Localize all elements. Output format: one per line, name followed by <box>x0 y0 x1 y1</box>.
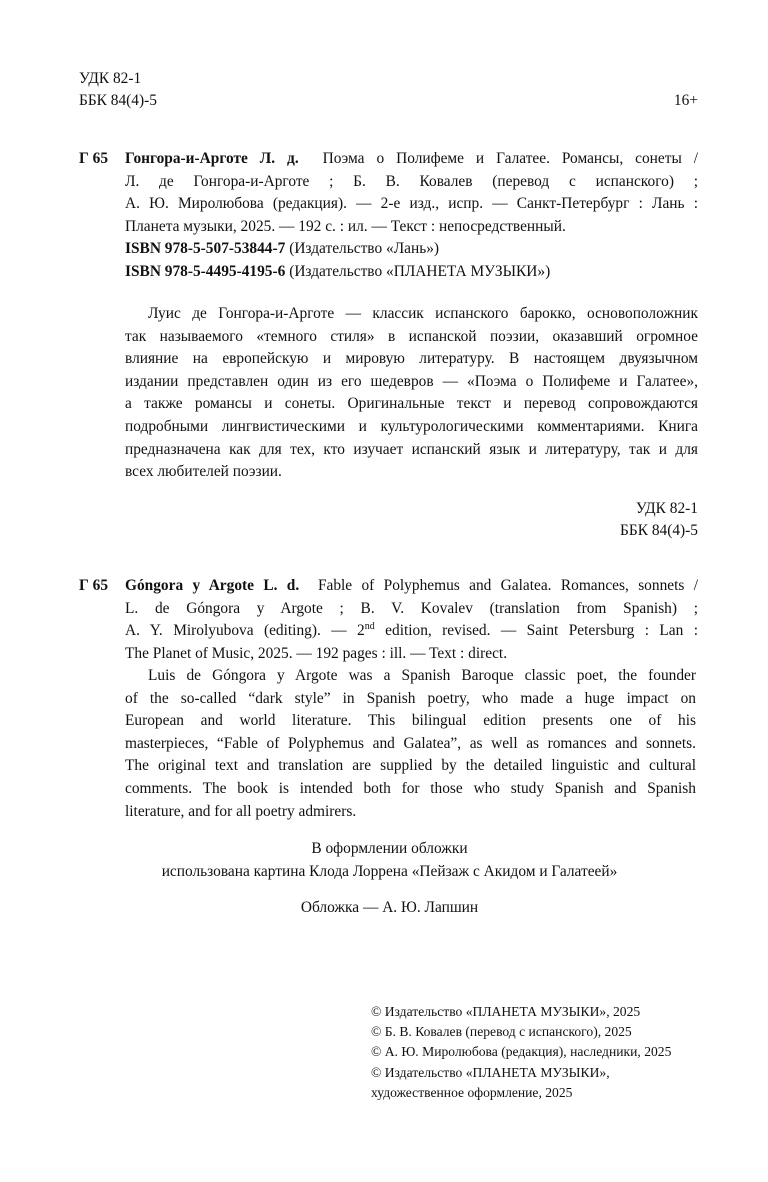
en-abstract-line-6: comments. The book is intended both for those who study Spanish and Spanish <box>125 779 696 797</box>
en-abstract <box>125 665 696 823</box>
ru-entry-code: Г 65 <box>79 150 109 167</box>
ru-abstract-line-7: предназначена как для тех, кто изучает испанский язык и литературу, так и для <box>125 440 698 458</box>
isbn-2-publisher: (Издательство «ПЛАНЕТА МУЗЫКИ») <box>289 263 551 280</box>
ru-entry-line-1: Гонгора-и-Арготе Л. д. Поэма о Полифеме и Галатее. Романсы, сонеты / <box>125 150 699 167</box>
header-udk: УДК 82-1 <box>79 70 142 87</box>
cover-by: Обложка — А. Ю. Лапшин <box>300 899 479 916</box>
ru-bbk: ББК 84(4)-5 <box>620 522 698 539</box>
copyright-line-2: © Б. В. Ковалев (перевод с испанского), 2025 <box>371 1024 632 1040</box>
copyright-line-3: © А. Ю. Миролюбова (редакция), наследники, 2025 <box>371 1044 672 1060</box>
en-entry-code: Г 65 <box>79 577 109 594</box>
isbn-1 <box>125 238 439 261</box>
en-abstract-line-2: of the so-called “dark style” in Spanish poetry, who made a huge impact on <box>125 689 696 707</box>
ru-entry-line-4: Планета музыки, 2025. — 192 с. : ил. — Текст : непосредственный. <box>125 217 566 235</box>
cover-note-line-1: В оформлении обложки <box>311 840 468 857</box>
cover-note-line-2: использована картина Клода Лоррена «Пейзаж с Акидом и Галатеей» <box>161 862 618 880</box>
en-abstract-line-7: literature, and for all poetry admirers. <box>125 802 357 820</box>
isbn-1-publisher: (Издательство «Лань») <box>289 240 440 257</box>
ru-udk: УДК 82-1 <box>635 500 698 517</box>
ru-abstract-line-4: издании представлен один из его шедевров — «Поэма о Полифеме и Галатее», <box>125 372 698 390</box>
ru-abstract-line-5: а также романсы и сонеты. Оригинальные текст и перевод сопровождаются <box>125 395 698 413</box>
copyright-block <box>371 1002 671 1103</box>
en-entry-body <box>125 575 698 665</box>
ru-abstract-line-3: влияние на европейскую и мировую литературу. В настоящем двуязычном <box>125 350 698 368</box>
age-rating: 16+ <box>673 92 698 109</box>
cover-note <box>79 838 700 883</box>
copyright-line-5: художественное оформление, 2025 <box>371 1084 573 1100</box>
ru-abstract-line-8: всех любителей поэзии. <box>125 463 282 481</box>
header-bbk: ББК 84(4)-5 <box>79 92 157 109</box>
copyright-line-1: © Издательство «ПЛАНЕТА МУЗЫКИ», 2025 <box>371 1004 641 1019</box>
ru-abstract <box>125 303 698 484</box>
ru-abstract-line-6: подробными лингвистическими и культурологическими комментариями. Книга <box>125 417 698 435</box>
copyright-line-4: © Издательство «ПЛАНЕТА МУЗЫКИ», <box>371 1064 610 1080</box>
isbn-1-number: ISBN 978-5-507-53844-7 <box>125 240 286 257</box>
isbn-2-number: ISBN 978-5-4495-4195-6 <box>125 263 286 280</box>
ru-entry-line-3: А. Ю. Миролюбова (редакция). — 2-е изд., испр. — Санкт-Петербург : Лань : <box>125 195 698 213</box>
en-abstract-line-5: The original text and translation are supplied by the detailed linguistic and cultural <box>125 757 696 775</box>
en-abstract-line-3: European and world literature. This bilingual edition presents one of his <box>125 712 696 730</box>
en-abstract-line-4: masterpieces, “Fable of Polyphemus and Galatea”, as well as romances and sonnets. <box>125 734 696 752</box>
ru-entry-body <box>125 148 698 238</box>
en-entry-line-3: A. Y. Mirolyubova (editing). — 2nd edition, revised. — Saint Petersburg : Lan : <box>125 621 699 640</box>
en-entry-line-1: Góngora y Argote L. d. Fable of Polyphemus and Galatea. Romances, sonnets / <box>125 577 698 594</box>
ru-abstract-line-2: так называемого «темного стиля» в испанской поэзии, оказавший огромное <box>125 327 698 345</box>
ru-entry-author: Гонгора-и-Арготе Л. д. <box>125 150 299 167</box>
en-entry-line-4: The Planet of Music, 2025. — 192 pages : ill. — Text : direct. <box>125 644 508 662</box>
ru-entry-line-2: Л. де Гонгора-и-Арготе ; Б. В. Ковалев (перевод с испанского) ; <box>125 172 698 190</box>
en-entry-line-2: L. de Góngora y Argote ; B. V. Kovalev (translation from Spanish) ; <box>125 599 698 617</box>
en-entry-author: Góngora y Argote L. d. <box>125 577 300 594</box>
ru-abstract-line-1: Луис де Гонгора-и-Арготе — классик испанского барокко, основоположник <box>148 305 698 322</box>
en-abstract-line-1: Luis de Góngora y Argote was a Spanish Baroque classic poet, the founder <box>148 667 696 684</box>
isbn-2 <box>125 261 550 284</box>
